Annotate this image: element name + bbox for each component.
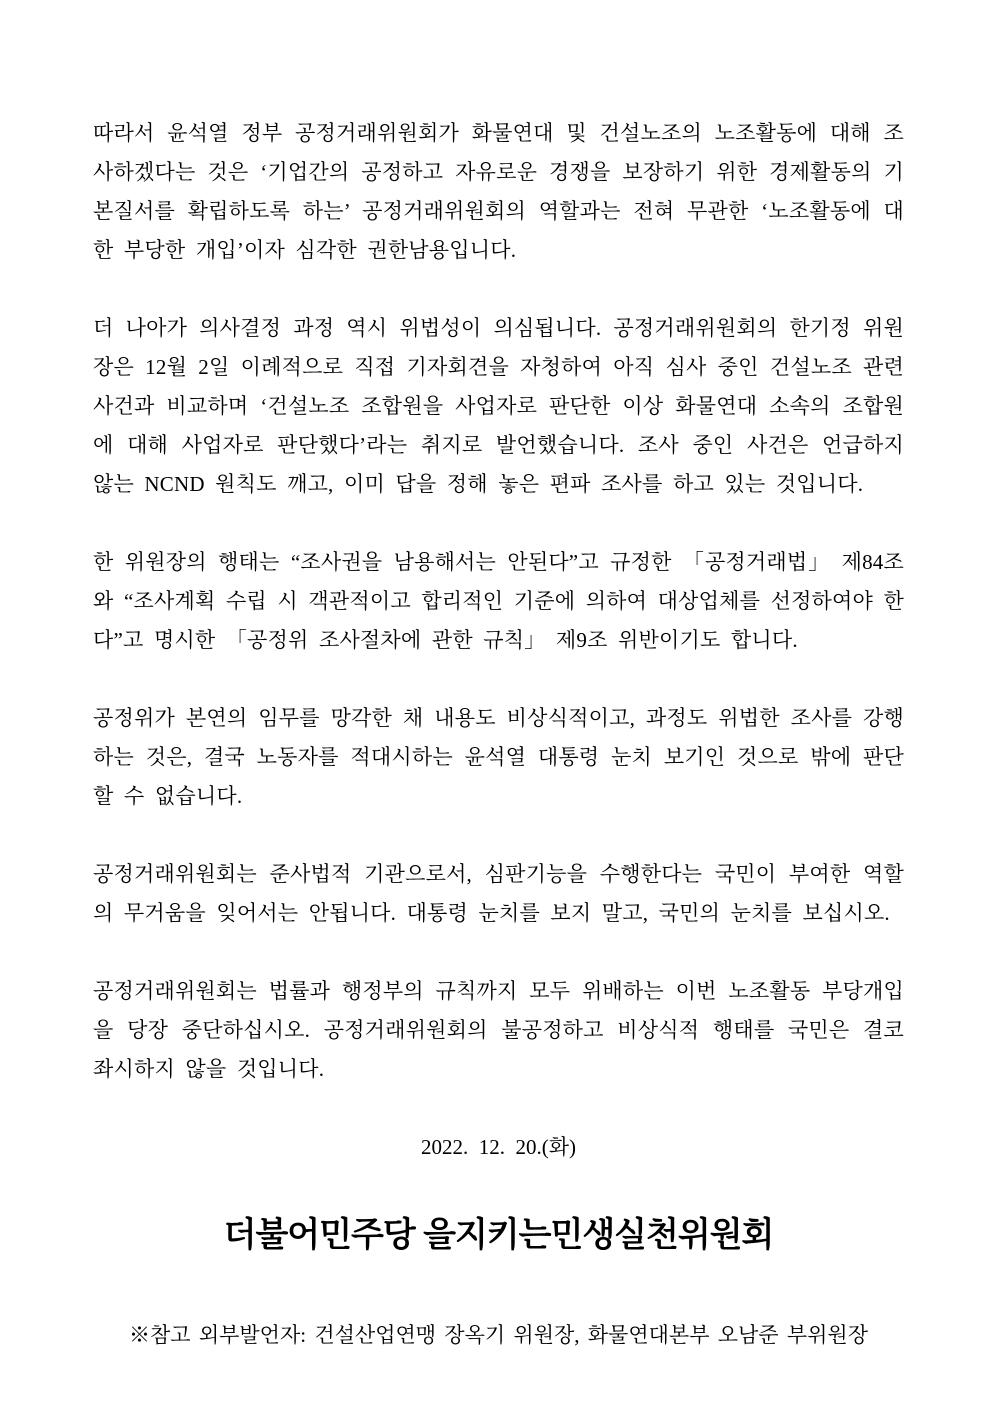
body-paragraph-2: 더 나아가 의사결정 과정 역시 위법성이 의심됩니다. 공정거래위원회의 한기정 위원장은 12월 2일 이례적으로 직접 기자회견을 자청하여 아직 심사 중인 건설노조 관련 사건과 비교하며 ‘건설노조 조합원을 사업자로 판단한 이상 화물연대 소속의 조합원에 대해 사업자로 판단했다’라는 취지로 발언했습니다. 조사 중인 사건은 언급하지 않는 NCND 원칙도 깨고, 이미 답을 정해 놓은 편파 조사를 하고 있는 것입니다. [93, 316, 904, 496]
signature-committee-name: 더불어민주당 을지키는민생실천위원회 [223, 1216, 774, 1254]
body-paragraph-5: 공정거래위원회는 준사법적 기관으로서, 심판기능을 수행한다는 국민이 부여한 역할의 무거움을 잊어서는 안됩니다. 대통령 눈치를 보지 말고, 국민의 눈치를 보십시오. [93, 862, 904, 925]
body-paragraph-1: 따라서 윤석열 정부 공정거래위원회가 화물연대 및 건설노조의 노조활동에 대해 조사하겠다는 것은 ‘기업간의 공정하고 자유로운 경쟁을 보장하기 위한 경제활동의 기본질서를 확립하도록 하는’ 공정거래위원회의 역할과는 전혀 무관한 ‘노조활동에 대한 부당한 개입’이자 심각한 권한남용입니다. [93, 121, 904, 262]
body-paragraph-3: 한 위원장의 행태는 “조사권을 남용해서는 안된다”고 규정한 「공정거래법」 제84조와 “조사계획 수립 시 객관적이고 합리적인 기준에 의하여 대상업체를 선정하여야 한다”고 명시한 「공정위 조사절차에 관한 규칙」 제9조 위반이기도 합니다. [93, 550, 904, 652]
date-line: 2022. 12. 20.(화) [420, 1135, 577, 1159]
body-paragraph-6: 공정거래위원회는 법률과 행정부의 규칙까지 모두 위배하는 이번 노조활동 부당개입을 당장 중단하십시오. 공정거래위원회의 불공정하고 비상식적 행태를 국민은 결코 좌시하지 않을 것입니다. [93, 979, 904, 1081]
body-paragraph-4: 공정위가 본연의 임무를 망각한 채 내용도 비상식적이고, 과정도 위법한 조사를 강행하는 것은, 결국 노동자를 적대시하는 윤석열 대통령 눈치 보기인 것으로 밖에 판단할 수 없습니다. [93, 706, 904, 808]
footnote-external-speakers: ※참고 외부발언자: 건설산업연맹 장옥기 위원장, 화물연대본부 오남준 부위원장 [129, 1322, 868, 1347]
